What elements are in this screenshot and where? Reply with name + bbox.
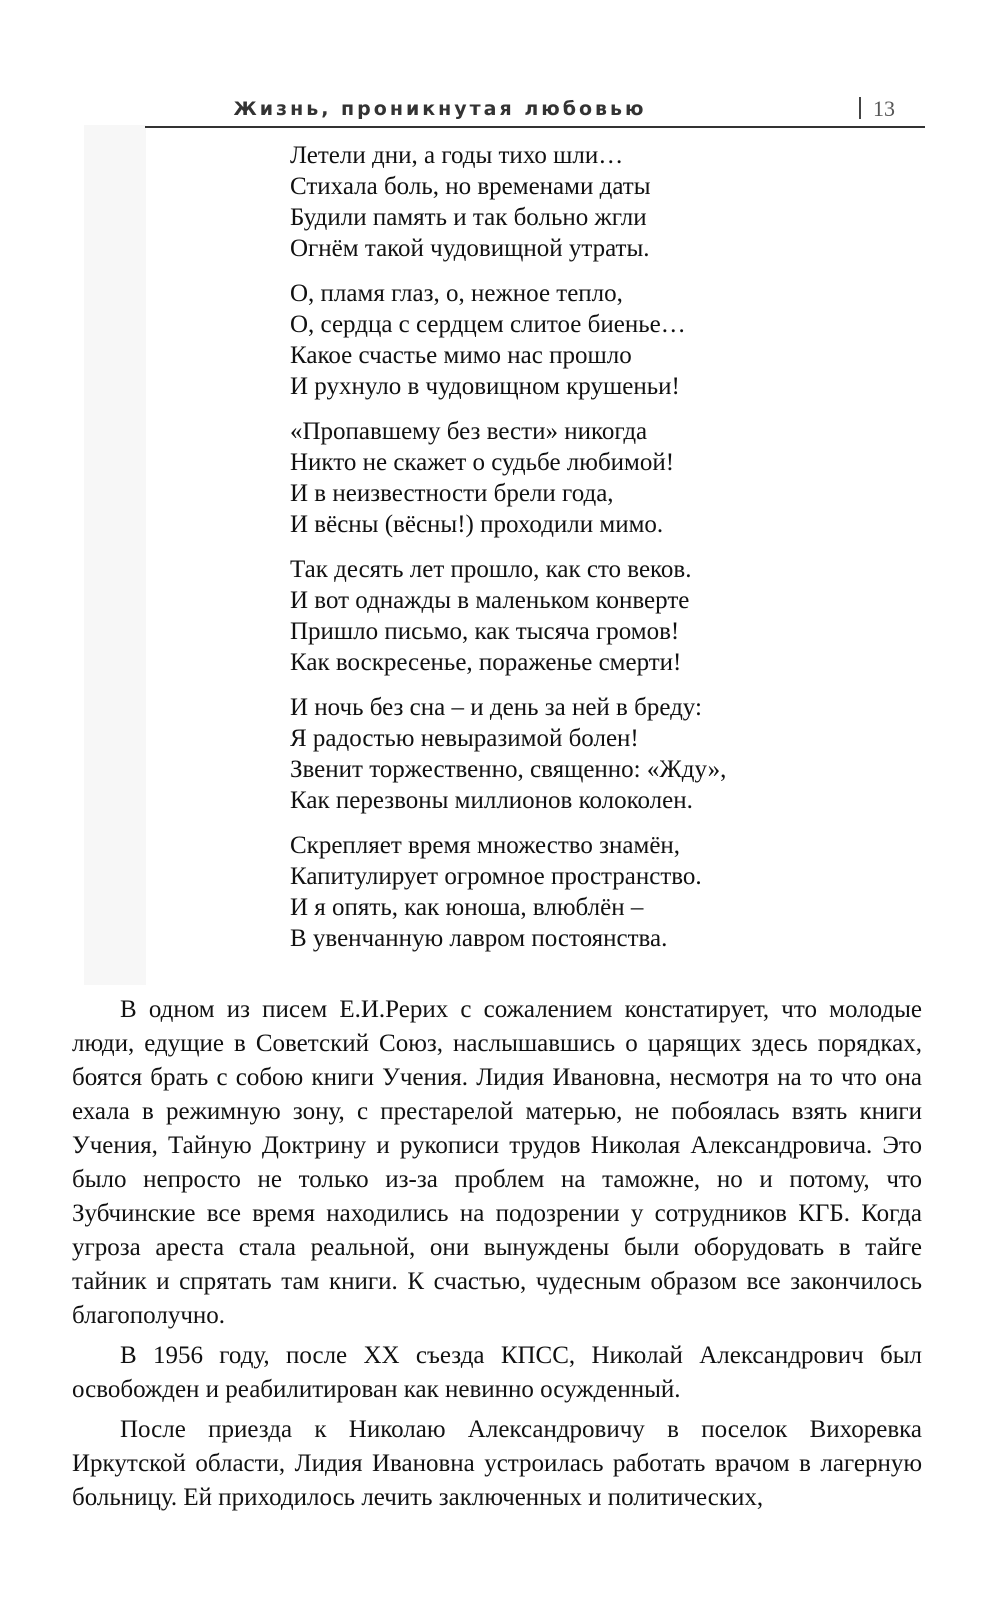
poem-stanza: [290, 830, 910, 954]
poem-stanza: [290, 416, 910, 540]
poem-line: Какое счастье мимо нас прошло: [290, 342, 632, 369]
poem-line: И в неизвестности брели года,: [290, 480, 614, 507]
page-number-block: [859, 96, 895, 122]
poem-line: Огнём такой чудовищной утраты.: [290, 235, 650, 262]
running-title: Жизнь, проникнутая любовью: [233, 98, 647, 120]
poem-line: Пришло письмо, как тысяча громов!: [290, 618, 680, 645]
poem-line: В увенчанную лавром постоянства.: [290, 925, 668, 952]
body-text: [72, 993, 922, 1521]
poem-line: Как перезвоны миллионов колоколен.: [290, 787, 693, 814]
poem-line: О, сердца с сердцем слитое биенье…: [290, 311, 686, 338]
scan-shadow: [84, 125, 146, 985]
page-number-divider: [859, 97, 861, 119]
poem-stanza: [290, 554, 910, 678]
poem-line: Капитулирует огромное пространство.: [290, 863, 702, 890]
poem-line: Скрепляет время множество знамён,: [290, 832, 681, 859]
poem-line: Звенит торжественно, священно: «Жду»,: [290, 756, 727, 783]
poem-line: Как воскресенье, пораженье смерти!: [290, 649, 682, 676]
poem-line: Так десять лет прошло, как сто веков.: [290, 556, 692, 583]
poem-line: «Пропавшему без вести» никогда: [290, 418, 648, 445]
poem-line: И вёсны (вёсны!) проходили мимо.: [290, 511, 664, 538]
page-number: 13: [873, 96, 895, 121]
poem-stanza: [290, 692, 910, 816]
poem-line: И вот однажды в маленьком конверте: [290, 587, 690, 614]
poem-line: Никто не скажет о судьбе любимой!: [290, 449, 675, 476]
poem-line: Будили память и так больно жгли: [290, 204, 647, 231]
paragraph: В одном из писем Е.И.Рерих с сожалением констатирует, что молодые люди, едущие в Советский Союз, наслышавшись о царящих здесь порядках, боятся брать с собою книги Учения. Лидия Ивановна, несмотря на то что она ехала в режимную зону, с престарелой матерью, не побоялась взять книги Учения, Тайную Доктрину и рукописи трудов Николая Александровича. Это было непросто не только из-за проблем на таможне, но и потому, что Зубчинские все время находились на подозрении у сотрудников КГБ. Когда угроза ареста стала реальной, они вынуждены были оборудовать в тайге тайник и спрятать там книги. К счастью, чудесным образом все закончилось благополучно.: [72, 996, 922, 1329]
poem-line: Я радостью невыразимой болен!: [290, 725, 639, 752]
poem: [290, 140, 910, 968]
page-header: [145, 94, 925, 128]
poem-line: И рухнуло в чудовищном крушеньи!: [290, 373, 680, 400]
poem-stanza: [290, 278, 910, 402]
poem-line: И ночь без сна – и день за ней в бреду:: [290, 694, 702, 721]
poem-line: И я опять, как юноша, влюблён –: [290, 894, 644, 921]
poem-stanza: [290, 140, 910, 264]
poem-line: Стихала боль, но временами даты: [290, 173, 651, 200]
paragraph: В 1956 году, после XX съезда КПСС, Николай Александрович был освобожден и реабилитирован как невинно осужденный.: [72, 1342, 922, 1403]
poem-line: О, пламя глаз, о, нежное тепло,: [290, 280, 623, 307]
paragraph: После приезда к Николаю Александровичу в поселок Вихоревка Иркутской области, Лидия Ивановна устроилась работать врачом в лагерную больницу. Ей приходилось лечить заключенных и политических,: [72, 1416, 922, 1511]
poem-line: Летели дни, а годы тихо шли…: [290, 142, 624, 169]
